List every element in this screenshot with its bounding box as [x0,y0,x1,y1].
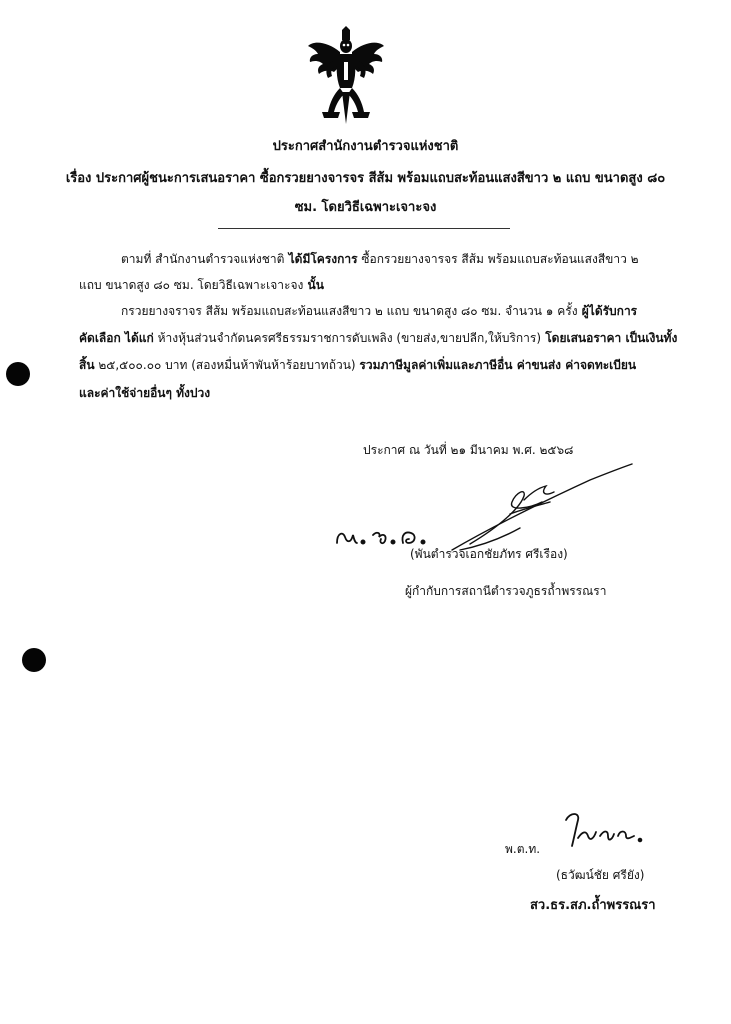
punch-hole-icon [6,362,30,386]
signer-2-rank: พ.ต.ท. [505,842,541,856]
paragraph-2-line-1 [121,302,637,321]
document-title: ประกาศสำนักงานตำรวจแห่งชาติ [272,139,459,154]
p2-text-inclusive: รวมภาษีมูลค่าเพิ่มและภาษีอื่น ค่าขนส่ง ค่าจดทะเบียน [359,358,637,372]
p2-text-amount: ๒๕,๕๐๐.๐๐ บาท (สองหมื่นห้าพันห้าร้อยบาทถ้วน) [94,358,360,372]
p1-text-size-method: แถบ ขนาดสูง ๘๐ ซม. โดยวิธีเฉพาะเจาะจง [79,278,304,292]
garuda-emblem-icon [306,26,386,126]
p2-text-chosen: คัดเลือก ได้แก่ [79,331,154,345]
p1-text-end: นั้น [303,278,324,292]
document-subject-line-1: เรื่อง ประกาศผู้ชนะการเสนอราคา ซื้อกรวยยางจารจร สีส้ม พร้อมแถบสะท้อนแสงสีขาว ๒ แถบ ขนาดสูง ๘๐ [65,171,666,186]
signer-2-office: สว.ธร.สภ.ถ้ำพรรณรา [530,898,656,913]
p1-text-agency: ตามที่ สำนักงานตำรวจแห่งชาติ [121,252,285,266]
p2-text-total: สิ้น [79,358,95,372]
paragraph-2-line-3 [79,356,636,375]
paragraph-1-line-2 [79,276,324,295]
signer-1-name: (พันตำรวจเอกชัยภัทร ศรีเรือง) [410,547,568,561]
document-subject-line-2: ซม. โดยวิธีเฉพาะเจาะจง [294,200,437,215]
paragraph-1-line-1 [121,250,639,269]
p2-text-offer: โดยเสนอราคา เป็นเงินทั้ง [541,331,678,345]
paragraph-2-line-2 [79,329,677,348]
p1-text-project: ได้มีโครงการ [284,252,358,266]
title-divider [218,228,510,229]
punch-hole-icon [22,648,46,672]
signer-2-name: (ธวัฒน์ชัย ศรียัง) [556,868,645,882]
p2-text-item: กรวยยางจราจร สีส้ม พร้อมแถบสะท้อนแสงสีขาว ๒ แถบ ขนาดสูง ๘๐ ซม. จำนวน ๑ ครั้ง [121,304,578,318]
signature-2-image [560,808,660,853]
signer-1-position: ผู้กำกับการสถานีตำรวจภูธรถ้ำพรรณรา [405,584,607,598]
paragraph-2-line-4: และค่าใช้จ่ายอื่นๆ ทั้งปวง [79,386,211,400]
signature-1-image [450,458,635,558]
announcement-date: ประกาศ ณ วันที่ ๒๑ มีนาคม พ.ศ. ๒๕๖๘ [363,443,574,457]
p1-text-purchase: ซื้อกรวยยางจารจร สีส้ม พร้อมแถบสะท้อนแสงสีขาว ๒ [357,252,639,266]
p2-text-vendor: ห้างหุ้นส่วนจำกัดนครศรีธรรมราชการดับเพลิง (ขายส่ง,ขายปลีก,ให้บริการ) [153,331,542,345]
p2-text-selected: ผู้ได้รับการ [577,304,638,318]
